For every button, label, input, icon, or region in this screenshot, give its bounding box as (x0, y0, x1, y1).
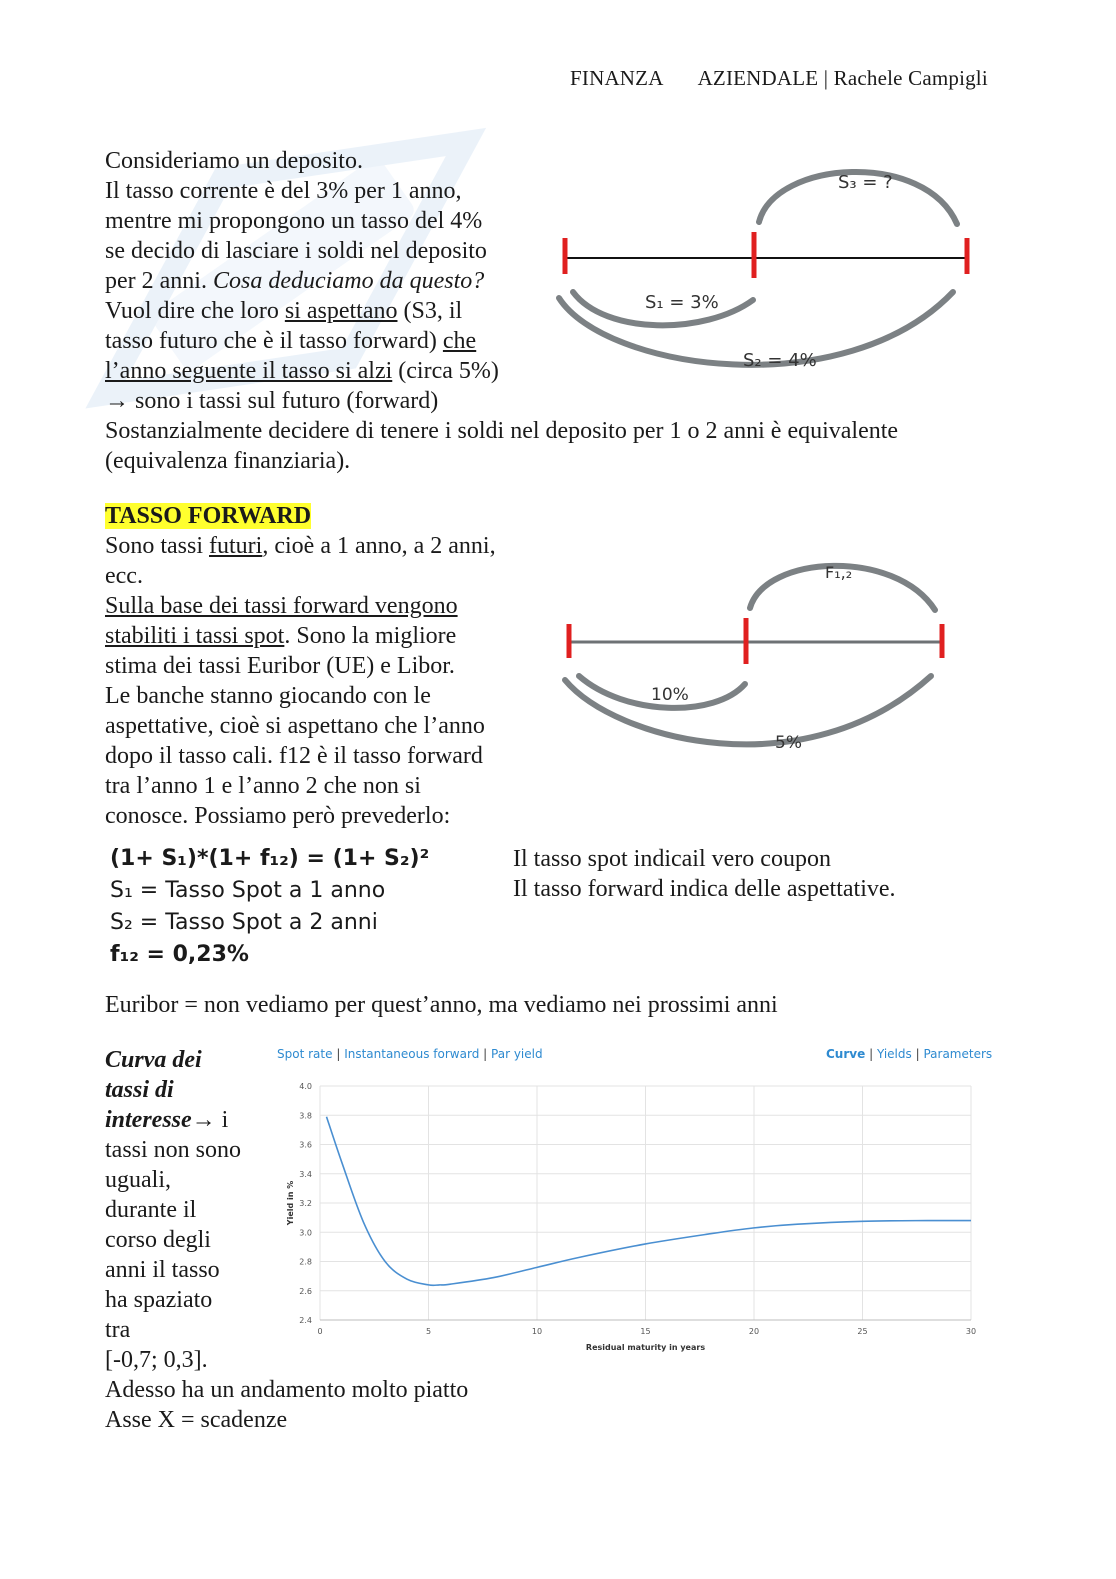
text-line: (equivalenza finanziaria). (105, 448, 351, 474)
text-line: Curva dei (105, 1047, 202, 1073)
text-line: Consideriamo un deposito. (105, 148, 363, 174)
formula-s2: S₂ = Tasso Spot a 2 anni (110, 910, 378, 935)
x-tick-label: 25 (857, 1327, 868, 1336)
text-line: durante il (105, 1197, 197, 1223)
text-line: Sulla base dei tassi forward vengono (105, 593, 458, 619)
section-heading: TASSO FORWARD (105, 503, 312, 529)
text-line: Sono tassi futuri, cioè a 1 anno, a 2 anni, (105, 533, 496, 559)
text-line: stima dei tassi Euribor (UE) e Libor. (105, 653, 455, 679)
text-line: corso degli (105, 1227, 211, 1253)
deposit-timeline-diagram (545, 150, 995, 400)
note-line: Il tasso spot indicail vero coupon (513, 846, 831, 872)
text-line: Vuol dire che loro si aspettano (S3, il (105, 298, 463, 324)
spot-forward-notes (513, 844, 896, 904)
forward-timeline-diagram (545, 550, 965, 770)
text-line: Asse X = scadenze (105, 1407, 288, 1433)
tab-separator: | (336, 1047, 341, 1061)
tab-separator: | (915, 1047, 920, 1061)
y-tick-label: 2.4 (299, 1316, 312, 1325)
text-line: Il tasso corrente è del 3% per 1 anno, (105, 178, 462, 204)
text-line: Sostanzialmente decidere di tenere i soldi nel deposito per 1 o 2 anni è equivalente (105, 418, 899, 444)
text-line: tassi di (105, 1077, 174, 1103)
text-line: tasso futuro che è il tasso forward) che (105, 328, 477, 354)
y-tick-label: 3.0 (299, 1228, 312, 1238)
text-line: anni il tasso (105, 1257, 220, 1283)
y-tick-label: 3.8 (299, 1111, 312, 1121)
y-axis-label: Yield in % (286, 1180, 295, 1226)
tab-separator: | (869, 1047, 874, 1061)
text-line: tassi non sono (105, 1137, 242, 1163)
text-line: conosce. Possiamo però prevederlo: (105, 803, 451, 829)
text-line: aspettative, cioè si aspettano che l’anno (105, 713, 485, 739)
note-line: Il tasso forward indica delle aspettative. (513, 876, 896, 902)
text-line: tra l’anno 1 e l’anno 2 che non si (105, 773, 421, 799)
text-line: se decido di lasciare i soldi nel deposito (105, 238, 487, 264)
yield-curve-chart (275, 1070, 990, 1365)
chart-tabs-left (277, 1047, 543, 1061)
x-tick-label: 15 (640, 1327, 651, 1336)
formula-f12: f₁₂ = 0,23% (110, 942, 249, 967)
text-line: l’anno seguente il tasso si alzi (circa 5%) (105, 358, 499, 384)
tasso-forward-title (105, 501, 311, 531)
label-s2: S₂ = 4% (743, 350, 817, 371)
formula-block (110, 843, 429, 971)
formula-equation: (1+ S₁)*(1+ f₁₂) = (1+ S₂)² (110, 846, 430, 871)
y-tick-label: 4.0 (299, 1082, 312, 1091)
text-line: per 2 anni. Cosa deduciamo da questo? (105, 268, 485, 294)
label-s1: S₁ = 3% (645, 292, 719, 313)
x-axis-ticks (317, 1327, 976, 1336)
label-5pct: 5% (775, 733, 802, 753)
text-line: ecc. (105, 563, 143, 589)
label-10pct: 10% (651, 685, 689, 705)
underlined-phrase: si aspettano (284, 298, 398, 324)
y-tick-label: 3.4 (299, 1169, 312, 1179)
tab-par-yield[interactable]: Par yield (491, 1047, 543, 1061)
x-tick-label: 10 (531, 1327, 543, 1336)
text-line: [-0,7; 0,3]. (105, 1347, 208, 1373)
text-line: → sono i tassi sul futuro (forward) (105, 388, 439, 414)
y-tick-label: 2.8 (299, 1257, 312, 1267)
page-header (570, 66, 988, 91)
section3-text (105, 1045, 275, 1375)
text-line: uguali, (105, 1167, 171, 1193)
tab-curve[interactable]: Curve (826, 1047, 866, 1061)
label-s3: S₃ = ? (838, 172, 893, 193)
text-line: mentre mi propongono un tasso del 4% (105, 208, 483, 234)
tab-separator: | (483, 1047, 488, 1061)
text-line: dopo il tasso cali. f12 è il tasso forward (105, 743, 483, 769)
section1-text (105, 146, 545, 416)
arc-5pct (565, 676, 931, 744)
y-tick-label: 2.6 (299, 1286, 312, 1296)
text-line: Adesso ha un andamento molto piatto (105, 1377, 469, 1403)
text-line: interesse→ i (105, 1107, 229, 1133)
label-f12: F₁,₂ (825, 563, 853, 582)
text-line: Le banche stanno giocando con le (105, 683, 431, 709)
tab-instantaneous-forward[interactable]: Instantaneous forward (344, 1047, 480, 1061)
header-right: AZIENDALE | Rachele Campigli (697, 66, 988, 90)
formula-s1: S₁ = Tasso Spot a 1 anno (110, 878, 386, 903)
text-line: stabiliti i tassi spot. Sono la migliore (105, 623, 457, 649)
x-tick-label: 20 (748, 1327, 760, 1336)
y-tick-label: 3.6 (299, 1140, 312, 1150)
tab-spot-rate[interactable]: Spot rate (277, 1047, 333, 1061)
chart-grid (320, 1086, 971, 1320)
y-axis-ticks (299, 1082, 312, 1325)
text-line: tra (105, 1317, 131, 1343)
question-italic: Cosa deduciamo da questo? (212, 268, 485, 294)
y-tick-label: 3.2 (299, 1199, 312, 1208)
x-tick-label: 5 (425, 1327, 432, 1336)
series-line-spot-rate (327, 1117, 971, 1286)
tab-yields[interactable]: Yields (876, 1047, 912, 1061)
section3-after (105, 1375, 468, 1435)
x-axis-label: Residual maturity in years (585, 1343, 706, 1352)
euribor-line: Euribor = non vediamo per quest’anno, ma vediamo nei prossimi anni (105, 992, 778, 1018)
header-left: FINANZA (570, 66, 664, 90)
section2-text (105, 531, 545, 831)
x-tick-label: 30 (965, 1327, 977, 1336)
x-tick-label: 0 (317, 1327, 323, 1336)
tab-parameters[interactable]: Parameters (923, 1047, 993, 1061)
chart-tabs-right (826, 1047, 992, 1061)
section1-conclusion (105, 416, 1005, 476)
text-line: ha spaziato (105, 1287, 213, 1313)
